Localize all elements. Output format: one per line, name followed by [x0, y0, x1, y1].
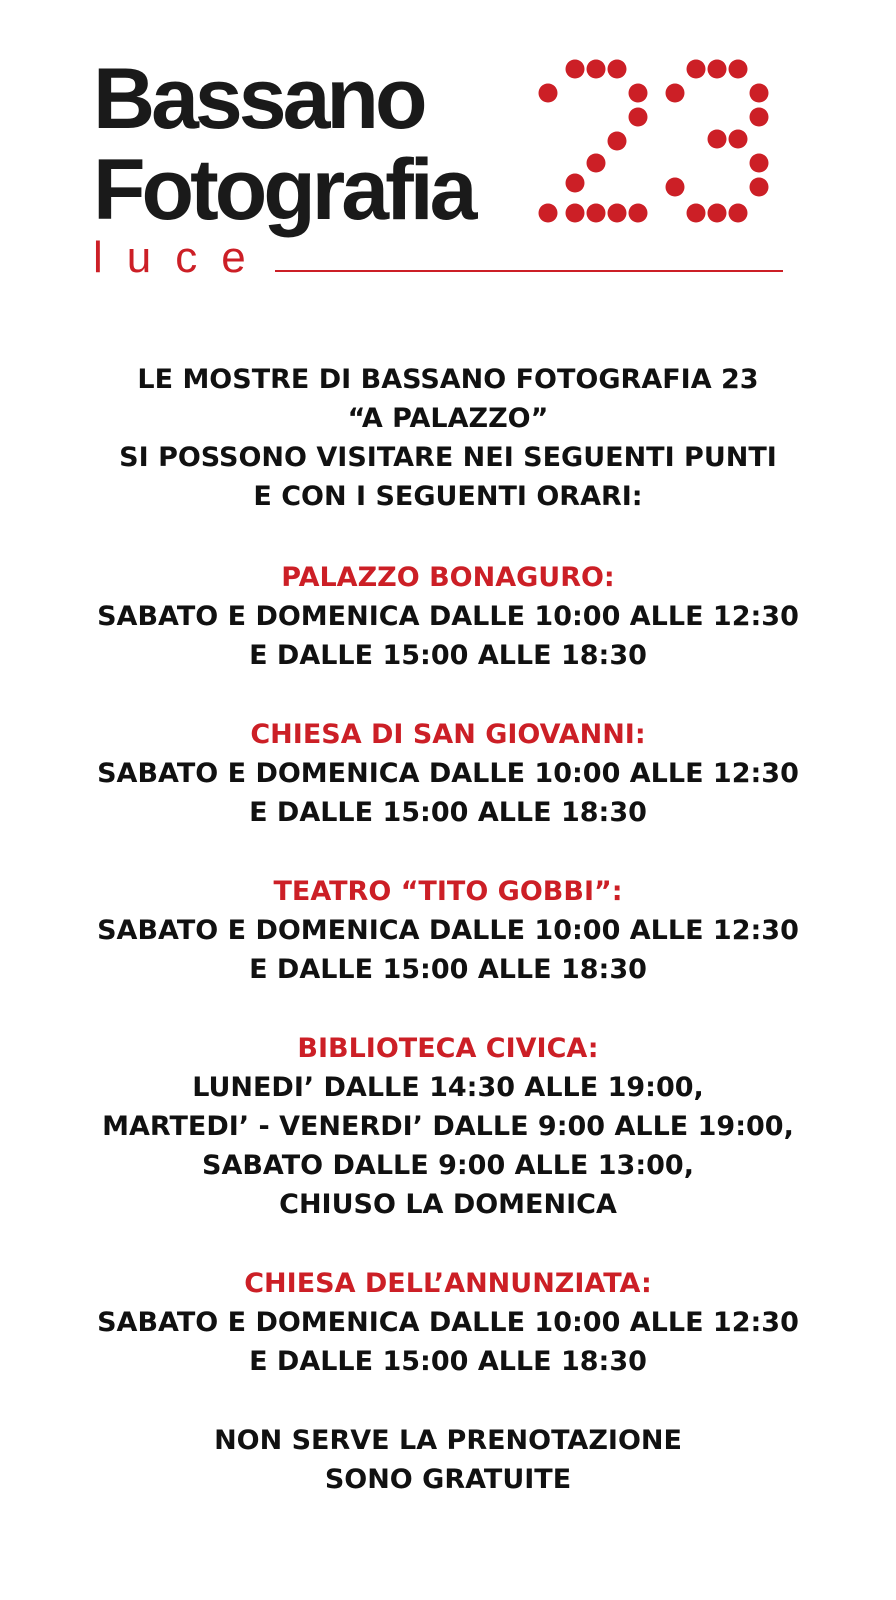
dot-digit-3: [666, 60, 769, 223]
logo-dot: [708, 204, 727, 223]
logo-dot: [608, 60, 627, 79]
venue-hours: SABATO DALLE 9:00 ALLE 13:00,: [202, 1150, 694, 1181]
logo-dot: [566, 174, 585, 193]
logo-dot: [687, 204, 706, 223]
logo-dot: [608, 132, 627, 151]
logo-dot: [629, 108, 648, 127]
venue-title: TEATRO “TITO GOBBI”:: [273, 876, 623, 907]
venue-biblioteca-civica: [0, 1029, 896, 1224]
dot-digit-2: [539, 60, 648, 223]
venue-title: BIBLIOTECA CIVICA:: [297, 1033, 599, 1064]
venue-chiesa-san-giovanni: [0, 715, 896, 832]
logo-word-fotografia: Fotografia: [93, 142, 474, 238]
venue-hours: CHIUSO LA DOMENICA: [279, 1189, 617, 1220]
logo-dot: [666, 84, 685, 103]
venue-chiesa-annunziata: [0, 1264, 896, 1381]
venue-title: CHIESA DI SAN GIOVANNI:: [250, 719, 646, 750]
venue-hours: SABATO E DOMENICA DALLE 10:00 ALLE 12:30: [97, 758, 799, 789]
logo-word-bassano: Bassano: [93, 51, 424, 147]
logo-dot: [708, 60, 727, 79]
logo-tagline: luce: [93, 233, 270, 282]
venue-hours: SABATO E DOMENICA DALLE 10:00 ALLE 12:30: [97, 915, 799, 946]
venue-hours: E DALLE 15:00 ALLE 18:30: [249, 640, 647, 671]
logo-dot: [750, 154, 769, 173]
main-content: [0, 360, 896, 1499]
logo-dot: [666, 178, 685, 197]
logo-dot: [729, 60, 748, 79]
footer-note: [0, 1421, 896, 1499]
logo-dot: [539, 204, 558, 223]
footer-line: SONO GRATUITE: [324, 1464, 572, 1495]
logo-dot: [539, 84, 558, 103]
logo-dot: [566, 60, 585, 79]
intro-line: E CON I SEGUENTI ORARI:: [253, 481, 643, 512]
logo-dot: [587, 154, 606, 173]
intro-text: [0, 360, 896, 516]
venue-hours: E DALLE 15:00 ALLE 18:30: [249, 1346, 647, 1377]
intro-line: “A PALAZZO”: [347, 403, 549, 434]
logo-dot: [729, 130, 748, 149]
logo-dot: [750, 178, 769, 197]
venue-hours: LUNEDI’ DALLE 14:30 ALLE 19:00,: [192, 1072, 704, 1103]
footer-line: NON SERVE LA PRENOTAZIONE: [214, 1425, 682, 1456]
venue-hours: SABATO E DOMENICA DALLE 10:00 ALLE 12:30: [97, 601, 799, 632]
venue-title: CHIESA DELL’ANNUNZIATA:: [244, 1268, 652, 1299]
bassano-fotografia-logo: [0, 0, 896, 300]
logo-dot: [708, 130, 727, 149]
logo-dot: [587, 204, 606, 223]
logo-dot: [629, 204, 648, 223]
venue-title: PALAZZO BONAGURO:: [281, 562, 615, 593]
venue-hours: SABATO E DOMENICA DALLE 10:00 ALLE 12:30: [97, 1307, 799, 1338]
venue-hours: MARTEDI’ - VENERDI’ DALLE 9:00 ALLE 19:00,: [102, 1111, 794, 1142]
intro-line: SI POSSONO VISITARE NEI SEGUENTI PUNTI: [119, 442, 777, 473]
venue-palazzo-bonaguro: [0, 558, 896, 675]
logo-underline: [275, 270, 783, 272]
venue-teatro-tito-gobbi: [0, 872, 896, 989]
logo-dot: [750, 108, 769, 127]
intro-line: LE MOSTRE DI BASSANO FOTOGRAFIA 23: [137, 364, 759, 395]
logo-dot: [587, 60, 606, 79]
logo-dot: [687, 60, 706, 79]
logo-dot: [608, 204, 627, 223]
logo-dot: [750, 84, 769, 103]
edition-23-dot-numerals: [530, 55, 790, 230]
logo-dot: [566, 204, 585, 223]
venue-hours: E DALLE 15:00 ALLE 18:30: [249, 797, 647, 828]
logo-dot: [629, 84, 648, 103]
venue-hours: E DALLE 15:00 ALLE 18:30: [249, 954, 647, 985]
logo-dot: [729, 204, 748, 223]
